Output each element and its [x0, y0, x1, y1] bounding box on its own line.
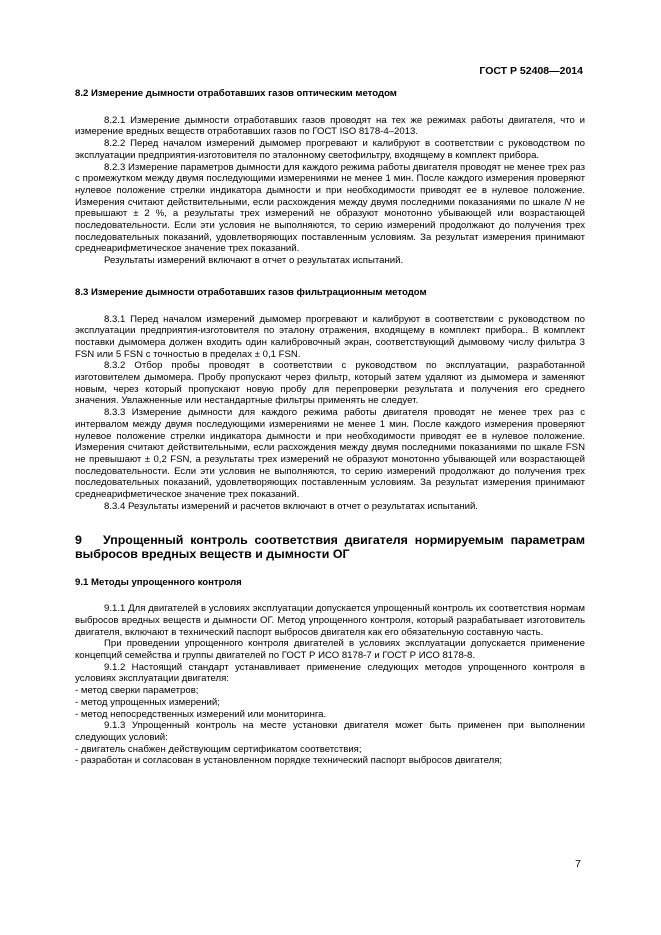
list-item: - разработан и согласован в установленном порядке технический паспорт выбросов двигателя;	[75, 755, 503, 767]
section-9-1-title: 9.1 Методы упрощенного контроля	[75, 576, 242, 588]
section-9-title: Упрощенный контроль соответствия двигателя нормируемым параметрам выбросов вредных веществ и дымности ОГ	[75, 532, 585, 561]
section-9-heading	[75, 533, 585, 562]
paragraph-8-3-4: 8.3.4 Результаты измерений и расчетов включают в отчет о результатах испытаний.	[104, 500, 478, 512]
paragraph-8-3-3: 8.3.3 Измерение дымности для каждого режима работы двигателя проводят не менее трех раз с интервалом между двумя последующими измерениями не менее 1 мин. После каждого измерения проверяют нулевое положение стрелки индикатора дымности и при необходимости приводят ее в нулевое положение. Измерения считают действительными, если расхождения между двумя последними показаниями по шкале FSN не превышают ± 0,2 FSN, а результаты трех измерений не образуют монотонно убывающей или возрастающей последовательности. Если эти условия не выполняются, то серию измерений продолжают до получения трех последовательных показаний, удовлетворяющих поставленным условиям. За результат измерения принимают среднеарифметическое значение трех показаний.	[75, 407, 585, 501]
list-item: - метод непосредственных измерений или мониторинга.	[75, 708, 327, 720]
section-9-number: 9	[75, 532, 82, 547]
page-number: 7	[575, 858, 581, 870]
document-body	[75, 88, 585, 767]
section-8-2-title: 8.2 Измерение дымности отработавших газов оптическим методом	[75, 88, 397, 99]
paragraph-9-1-2: 9.1.2 Настоящий стандарт устанавливает применение следующих методов упрощенного контроля в условиях эксплуатации двигателя:	[75, 661, 585, 685]
list-item: - метод сверки параметров;	[75, 685, 199, 697]
paragraph-8-3-1: 8.3.1 Перед началом измерений дымомер прогревают и калибруют в соответствии с руководством по эксплуатации предприятия-изготовителя по эталону отражения, входящему в комплект прибора.. В комплект поставки дымомера должен входить один калибровочный экран, соответствующий дымовому числу фильтра 3 FSN или 5 FSN с точностью в пределах ± 0,1 FSN.	[75, 313, 585, 360]
paragraph-8-2-2: 8.2.2 Перед началом измерений дымомер прогревают и калибруют в соответствии с руководством по эксплуатации предприятия-изготовителя по эталонному светофильтру, входящему в комплект прибора.	[75, 138, 585, 161]
document-code-header: ГОСТ Р 52408—2014	[479, 65, 583, 77]
paragraph-8-2-3-part-a: 8.2.3 Измерение параметров дымности для каждого режима работы двигателя проводят не менее трех раз с промежутком между двумя последующими измерениями не менее 1 мин. После каждого измерения проверяют нулевое положение стрелки индикатора дымности и при необходимости приводят ее в нулевое положение. Измерения считают действительными, если расхождения между двумя последними показаниями по шкале	[75, 161, 585, 208]
list-item: - двигатель снабжен действующим сертификатом соответствия;	[75, 743, 362, 755]
paragraph-8-2-results: Результаты измерений включают в отчет о результатах испытаний.	[104, 255, 404, 267]
paragraph-9-1-3: 9.1.3 Упрощенный контроль на месте установки двигателя может быть применен при выполнении следующих условий:	[75, 720, 585, 743]
section-8-3-title: 8.3 Измерение дымности отработавших газов фильтрационным методом	[75, 286, 427, 298]
paragraph-8-2-3	[75, 162, 585, 256]
paragraph-8-2-3-part-b: не превышают ± 2 %, а результаты трех измерений не образуют монотонно убывающей или возрастающей последовательности. Если эти условия не выполняются, то серию измерений продолжают до получения трех последовательных показаний, удовлетворяющих поставленным условиям. За результат измерения принимают среднеарифметическое значение трех показаний.	[75, 196, 585, 255]
list-item: - метод упрощенных измерений;	[75, 696, 220, 708]
paragraph-9-1-1-cont: При проведении упрощенного контроля двигателей в условиях эксплуатации допускается применение концепций семейства и группы двигателей по ГОСТ Р ИСО 8178-7 и ГОСТ Р ИСО 8178-8.	[75, 638, 585, 662]
paragraph-8-3-2: 8.3.2 Отбор пробы проводят в соответствии с руководством по эксплуатации, разработанной изготовителем дымомера. Пробу пропускают через фильтр, который затем удаляют из дымомера и заменяют новым, через который пропускают новую пробу для перепроверки результата и получения его среднего значения. Увлажненные или нестандартные фильтры применять не следует.	[75, 360, 585, 407]
paragraph-8-2-1: 8.2.1 Измерение дымности отработавших газов проводят на тех же режимах работы двигателя, что и измерение вредных веществ отработавших газов по ГОСТ ISO 8178-4–2013.	[75, 114, 585, 138]
paragraph-9-1-1: 9.1.1 Для двигателей в условиях эксплуатации допускается упрощенный контроль их соответствия нормам выбросов вредных веществ и дымности ОГ. Метод упрощенного контроля, который разрабатывает изготовитель двигателя, включают в технический паспорт выбросов двигателя как его обязательную составную часть.	[75, 603, 585, 638]
scale-n-symbol: N	[564, 196, 572, 208]
